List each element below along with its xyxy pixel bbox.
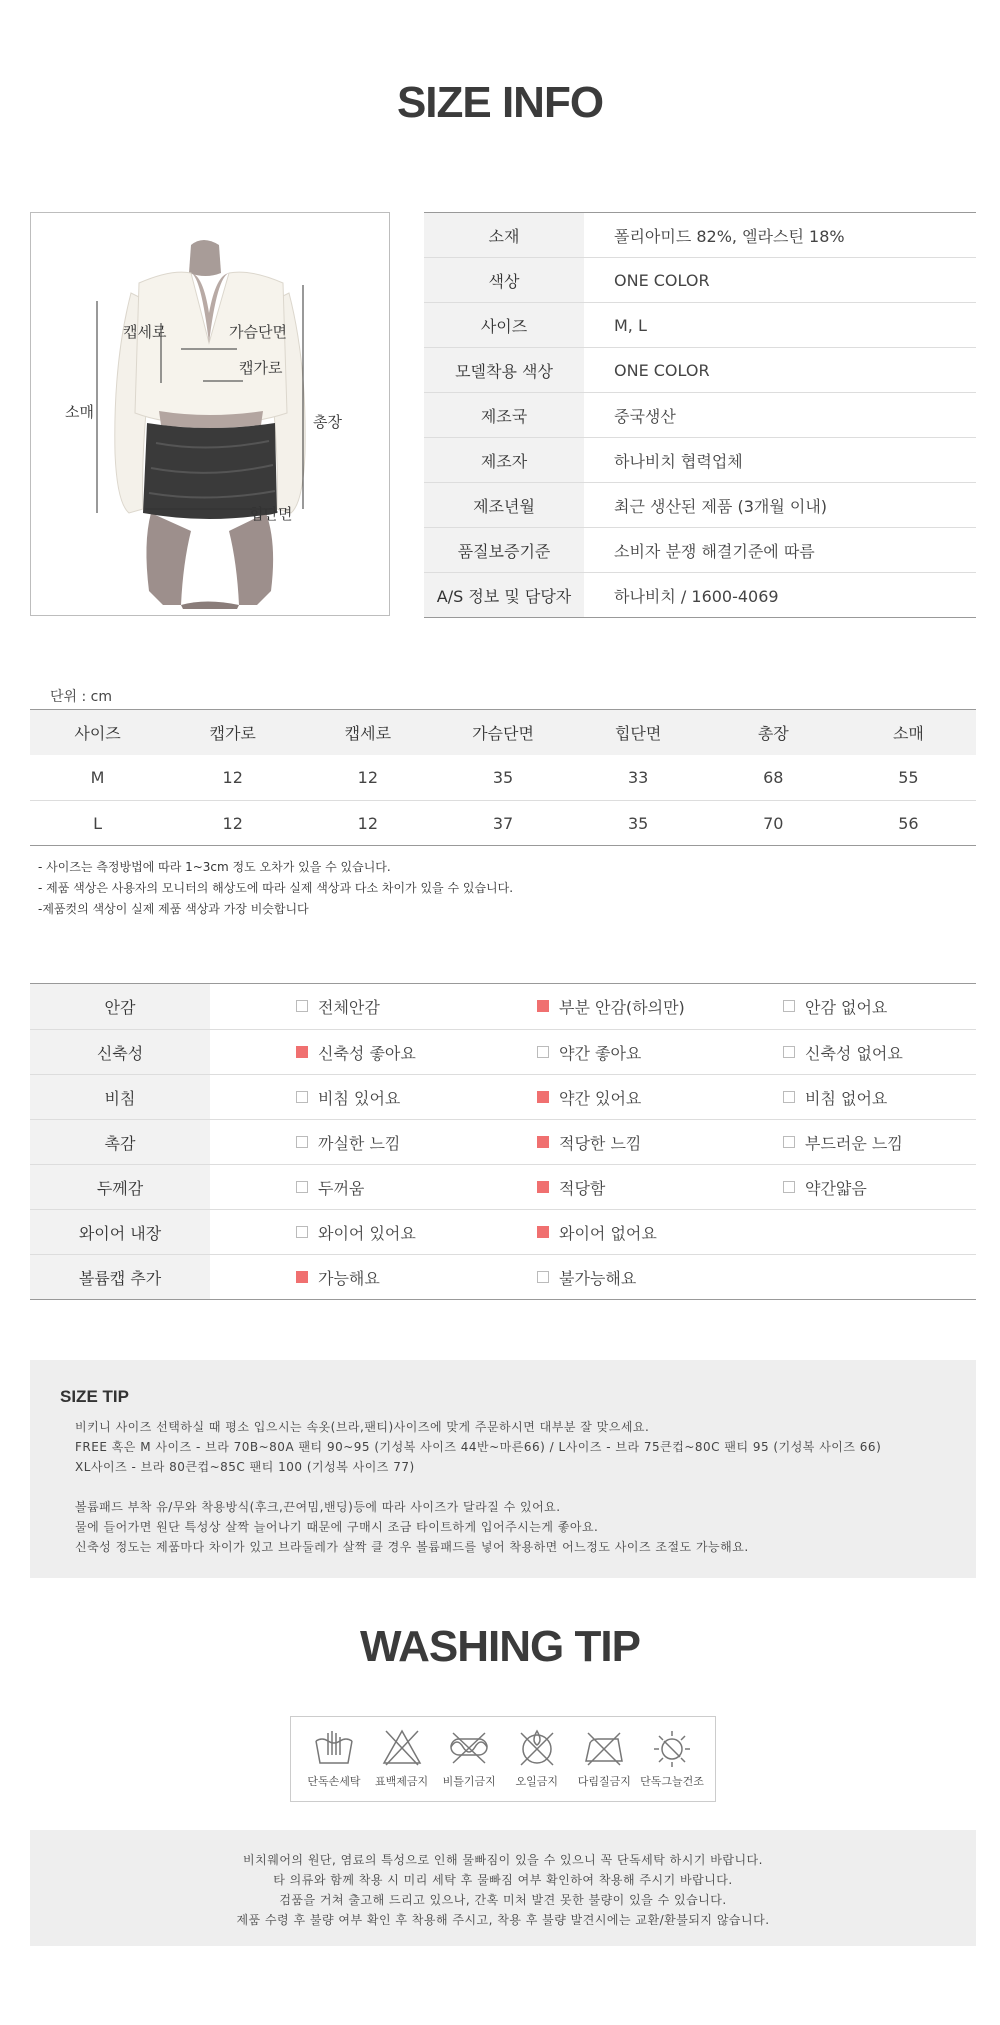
info-key: 품질보증기준 [424, 528, 584, 572]
size-measure-table [30, 709, 976, 846]
feature-option-label: 신축성 좋아요 [318, 1043, 416, 1063]
checked-box-icon [537, 1000, 549, 1012]
tip-line: 볼륨패드 부착 유/무와 착용방식(후크,끈여밈,밴딩)등에 따라 사이즈가 달라질 수 있어요. [75, 1500, 561, 1514]
wash-label: 단독그늘건조 [640, 1775, 704, 1788]
info-value: ONE COLOR [614, 270, 710, 290]
table-cell: 33 [627, 768, 649, 787]
feature-option [783, 1165, 867, 1209]
feature-key: 볼륨캡 추가 [30, 1255, 210, 1299]
info-key: 제조년월 [424, 483, 584, 527]
checked-box-icon [296, 1046, 308, 1058]
size-tip-box [30, 1360, 976, 1578]
feature-option [537, 1210, 657, 1254]
table-header-cell: 캡가로 [209, 724, 256, 743]
notice-line: 검품을 거쳐 출고해 드리고 있으나, 간혹 미처 발견 못한 불량이 있을 수 있습니다. [279, 1893, 727, 1907]
feature-option [296, 1075, 400, 1119]
feature-row [30, 1209, 976, 1254]
table-row [30, 800, 976, 845]
unchecked-box-icon [537, 1271, 549, 1283]
tip-line: 물에 들어가면 원단 특성상 살짝 늘어나기 때문에 구매시 조금 타이트하게 입어주시는게 좋아요. [75, 1520, 599, 1534]
product-info-table [424, 212, 976, 618]
no-bleach-item [369, 1717, 435, 1801]
feature-option [537, 1120, 641, 1164]
table-cell: 55 [898, 768, 919, 787]
fabric-feature-table [30, 983, 976, 1300]
wash-label: 오일금지 [515, 1775, 559, 1788]
tip-line: XL사이즈 - 브라 80큰컵~85C 팬티 100 (기성복 사이즈 77) [75, 1460, 415, 1474]
unchecked-box-icon [783, 1091, 795, 1103]
feature-option [537, 1255, 636, 1299]
unchecked-box-icon [296, 1136, 308, 1148]
unchecked-box-icon [296, 1226, 308, 1238]
feature-option-label: 약간 있어요 [559, 1088, 642, 1108]
table-cell: 68 [763, 768, 784, 787]
washing-notice [30, 1830, 976, 1946]
notice-line: 제품 수령 후 불량 여부 확인 후 착용해 주시고, 착용 후 불량 발견시에는 교환/환불되지 않습니다. [236, 1913, 770, 1927]
table-cell: 70 [763, 813, 784, 833]
note-line: - 사이즈는 측정방법에 따라 1~3cm 정도 오차가 있을 수 있습니다. [38, 860, 391, 874]
note-line: -제품컷의 색상이 실제 제품 색상과 가장 비슷합니다 [38, 902, 309, 916]
info-row [424, 303, 976, 348]
feature-options [210, 1255, 976, 1299]
size-info-title: SIZE INFO [396, 78, 604, 127]
feature-option [783, 1120, 903, 1164]
table-header-cell: 사이즈 [74, 724, 121, 743]
no-oil-icon [515, 1727, 559, 1767]
table-header-cell: 캡세로 [344, 724, 392, 743]
info-key: 색상 [424, 258, 584, 302]
sleeve-label: 소매 [65, 403, 94, 421]
feature-option [783, 1030, 903, 1074]
feature-key: 두께감 [30, 1165, 210, 1209]
table-cell: 12 [222, 813, 243, 833]
checked-box-icon [537, 1091, 549, 1103]
no-iron-item [571, 1717, 637, 1801]
product-figure [30, 212, 390, 616]
table-header-cell: 힙단면 [614, 724, 662, 743]
info-value: 하나비치 협력업체 [614, 451, 743, 471]
table-cell: 12 [357, 813, 379, 833]
feature-option-label: 적당함 [559, 1178, 606, 1198]
info-value: M, L [614, 315, 647, 335]
info-key: 소재 [424, 213, 584, 257]
feature-option-label: 와이어 없어요 [559, 1223, 657, 1243]
unchecked-box-icon [783, 1136, 795, 1148]
table-cell: 12 [222, 768, 243, 787]
checked-box-icon [537, 1136, 549, 1148]
feature-option [783, 984, 887, 1028]
feature-row [30, 1164, 976, 1209]
info-key: 모델착용 색상 [424, 348, 584, 392]
no-bleach-icon [380, 1727, 424, 1767]
feature-option [296, 1030, 416, 1074]
feature-key: 안감 [30, 984, 210, 1029]
feature-row [30, 984, 976, 1029]
washing-tip-title: WASHING TIP [360, 1622, 640, 1671]
table-cell: 35 [492, 768, 514, 787]
feature-option-label: 신축성 없어요 [805, 1043, 903, 1063]
unit-label: 단위 : cm [50, 689, 113, 705]
table-cell: M [90, 768, 105, 787]
hand-wash-item [301, 1717, 367, 1801]
feature-option [296, 1165, 364, 1209]
info-key: A/S 정보 및 담당자 [424, 573, 584, 617]
unchecked-box-icon [296, 1091, 308, 1103]
table-header-cell: 소매 [892, 724, 924, 743]
feature-options [210, 1075, 976, 1119]
notice-line: 비치웨어의 원단, 염료의 특성으로 인해 물빠짐이 있을 수 있으니 꼭 단독세탁 하시기 바랍니다. [243, 1853, 763, 1867]
wash-label: 단독손세탁 [307, 1775, 361, 1788]
size-notes [38, 857, 513, 920]
feature-option-label: 가능해요 [318, 1268, 380, 1288]
info-row [424, 483, 976, 528]
feature-option [296, 984, 380, 1028]
size-tip-title: SIZE TIP [60, 1387, 129, 1406]
info-key: 사이즈 [424, 303, 584, 347]
unchecked-box-icon [296, 1000, 308, 1012]
tip-line: 신축성 정도는 제품마다 차이가 있고 브라둘레가 살짝 클 경우 볼륨패드를 넣어 착용하면 어느정도 사이즈 조절도 가능해요. [75, 1540, 749, 1554]
unchecked-box-icon [296, 1181, 308, 1193]
tip-line: FREE 혹은 M 사이즈 - 브라 70B~80A 팬티 90~95 (기성복 사이즈 44반~마른66) / L사이즈 - 브라 75큰컵~80C 팬티 95 (기성복 사이즈 66) [75, 1440, 882, 1454]
info-value: ONE COLOR [614, 360, 710, 380]
washing-icons [290, 1716, 716, 1802]
feature-option-label: 와이어 있어요 [318, 1223, 416, 1243]
feature-option [296, 1120, 400, 1164]
feature-option-label: 약간 좋아요 [559, 1043, 642, 1063]
feature-option [296, 1255, 380, 1299]
table-cell: 35 [627, 813, 649, 833]
info-value: 중국생산 [614, 406, 676, 426]
feature-key: 비침 [30, 1075, 210, 1119]
feature-option [296, 1210, 416, 1254]
note-line: - 제품 색상은 사용자의 모니터의 해상도에 따라 실제 색상과 다소 차이가 있을 수 있습니다. [38, 881, 514, 895]
feature-row [30, 1254, 976, 1299]
feature-options [210, 1210, 976, 1254]
feature-key: 와이어 내장 [30, 1210, 210, 1254]
notice-line: 타 의류와 함께 착용 시 미리 세탁 후 물빠짐 여부 확인하여 착용해 주시기 바랍니다. [273, 1873, 733, 1887]
info-row [424, 213, 976, 258]
feature-option-label: 부분 안감(하의만) [559, 997, 685, 1017]
feature-row [30, 1029, 976, 1074]
feature-row [30, 1074, 976, 1119]
cap-width-label: 캡가로 [239, 359, 283, 377]
table-header-cell: 총장 [757, 724, 789, 743]
info-key: 제조국 [424, 393, 584, 437]
no-oil-item [504, 1717, 570, 1801]
table-cell: L [93, 813, 103, 833]
chest-label: 가슴단면 [229, 323, 287, 341]
length-label: 총장 [313, 413, 342, 431]
checked-box-icon [537, 1181, 549, 1193]
table-row [30, 755, 976, 800]
feature-options [210, 1165, 976, 1209]
feature-option [537, 1165, 605, 1209]
hip-label: 힙단면 [249, 505, 293, 523]
shade-dry-item [639, 1717, 705, 1801]
info-row [424, 348, 976, 393]
info-row [424, 393, 976, 438]
feature-option-label: 부드러운 느낌 [805, 1133, 903, 1153]
table-cell: 37 [492, 813, 514, 833]
feature-options [210, 1030, 976, 1074]
wash-label: 다림질금지 [577, 1775, 631, 1788]
feature-option [537, 984, 685, 1028]
table-cell: 12 [357, 768, 379, 787]
info-value: 소비자 분쟁 해결기준에 따름 [614, 541, 815, 561]
feature-option [537, 1030, 641, 1074]
shade-dry-icon [650, 1727, 694, 1767]
hand-wash-icon [312, 1727, 356, 1767]
unchecked-box-icon [537, 1046, 549, 1058]
info-row [424, 528, 976, 573]
feature-option-label: 안감 없어요 [805, 997, 888, 1017]
tip-line: 비키니 사이즈 선택하실 때 평소 입으시는 속옷(브라,팬티)사이즈에 맞게 주문하시면 대부분 잘 맞으세요. [75, 1420, 650, 1434]
feature-key: 신축성 [30, 1030, 210, 1074]
feature-options [210, 984, 976, 1029]
feature-option-label: 두꺼움 [318, 1178, 365, 1198]
feature-options [210, 1120, 976, 1164]
table-header-row [30, 710, 976, 755]
feature-option-label: 약간얇음 [805, 1178, 867, 1198]
unchecked-box-icon [783, 1181, 795, 1193]
table-header-cell: 가슴단면 [472, 724, 534, 743]
info-value: 하나비치 / 1600-4069 [614, 586, 779, 606]
feature-option-label: 까실한 느낌 [318, 1133, 401, 1153]
feature-row [30, 1119, 976, 1164]
table-cell: 56 [898, 813, 919, 833]
unchecked-box-icon [783, 1046, 795, 1058]
no-iron-icon [582, 1727, 626, 1767]
feature-option [783, 1075, 887, 1119]
checked-box-icon [296, 1271, 308, 1283]
feature-option-label: 적당한 느낌 [559, 1133, 642, 1153]
feature-option [537, 1075, 641, 1119]
feature-option-label: 비침 있어요 [318, 1088, 401, 1108]
feature-option-label: 불가능해요 [559, 1268, 637, 1288]
info-row [424, 573, 976, 618]
info-row [424, 258, 976, 303]
feature-option-label: 전체안감 [318, 997, 380, 1017]
unchecked-box-icon [783, 1000, 795, 1012]
cap-height-label: 캡세로 [123, 323, 167, 341]
no-wring-item [436, 1717, 502, 1801]
feature-option-label: 비침 없어요 [805, 1088, 888, 1108]
wash-label: 표백제금지 [375, 1775, 429, 1788]
no-wring-icon [447, 1727, 491, 1767]
wash-label: 비틀기금지 [442, 1775, 496, 1788]
info-value: 폴리아미드 82%, 엘라스틴 18% [614, 226, 845, 246]
info-row [424, 438, 976, 483]
feature-key: 촉감 [30, 1120, 210, 1164]
info-key: 제조자 [424, 438, 584, 482]
info-value: 최근 생산된 제품 (3개월 이내) [614, 496, 828, 516]
checked-box-icon [537, 1226, 549, 1238]
